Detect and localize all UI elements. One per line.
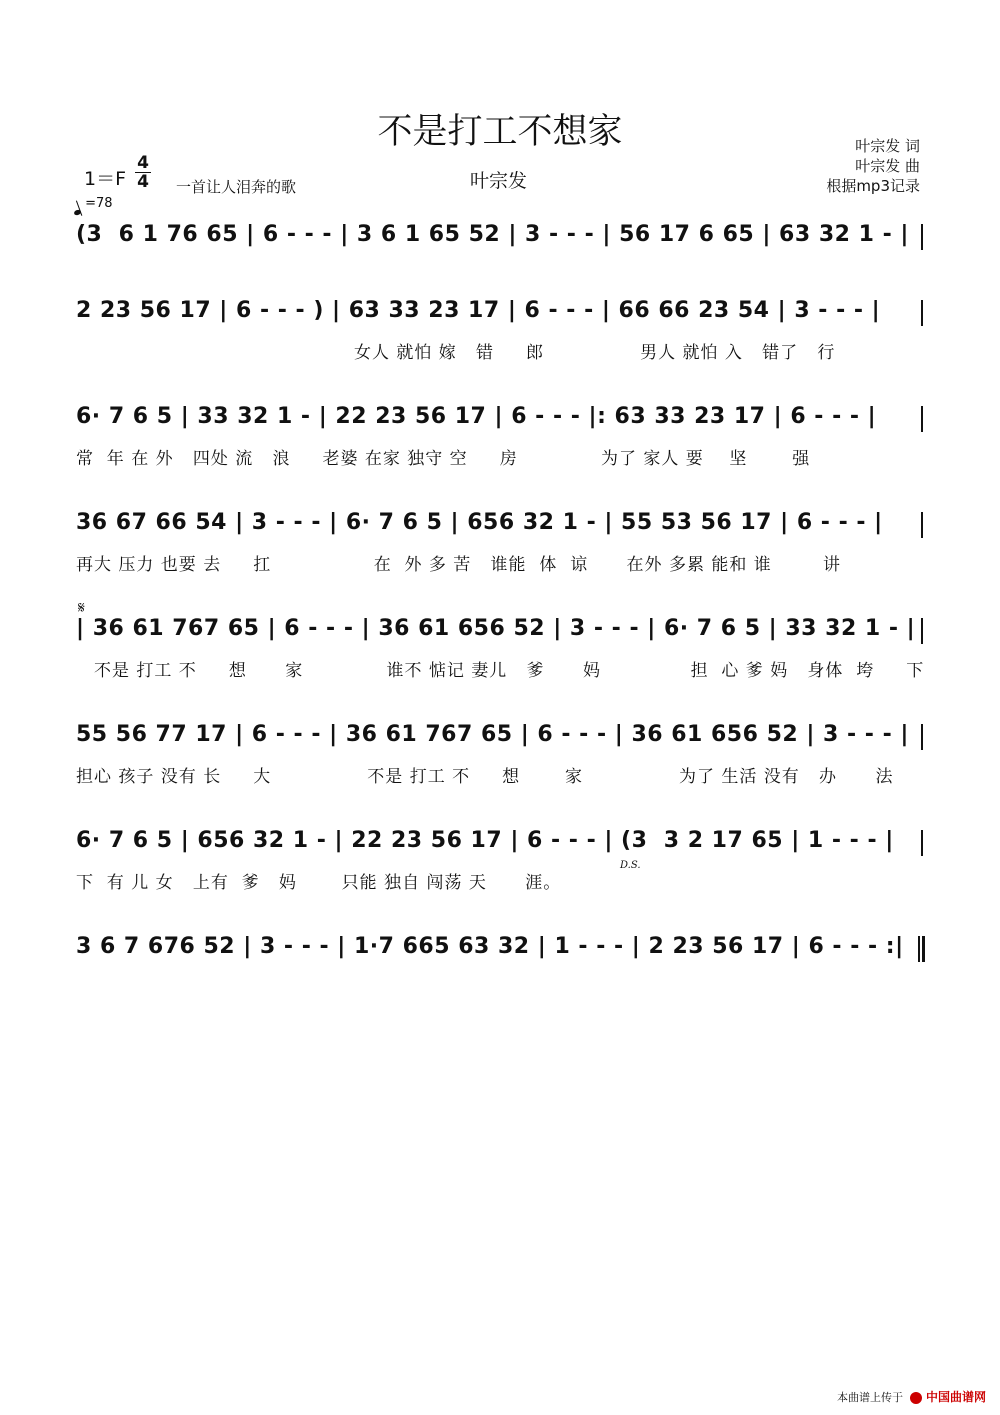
score-title: 不是打工不想家	[377, 112, 623, 152]
site-logo-icon	[910, 1392, 922, 1404]
score-row	[0, 404, 1000, 474]
score-row	[0, 934, 1000, 1004]
credit-source: 根据mp3记录	[826, 177, 920, 195]
lyrics-line: 下 有 儿 女 上有 爹 妈 只能 独自 闯荡 天 涯。	[76, 873, 562, 893]
notation-line: 6· 7 6 5 | 656 32 1 - | 22 23 56 17 | 6 - - - | (3 3 2 17 65 | 1 - - - |	[76, 828, 894, 853]
final-barline	[922, 936, 925, 962]
lyrics-line: 常 年 在 外 四处 流 浪 老婆 在家 独守 空 房 为了 家人 要 坚 强	[76, 449, 811, 469]
score-row	[0, 510, 1000, 580]
barline	[921, 724, 923, 750]
tempo-value: =78	[85, 196, 113, 211]
barline	[921, 618, 923, 644]
notation-line: 55 56 77 17 | 6 - - - | 36 61 767 65 | 6 - - - | 36 61 656 52 | 3 - - - |	[76, 722, 909, 747]
tempo-marking	[74, 196, 113, 211]
lyrics-line: 女人 就怕 嫁 错 郎 男人 就怕 入 错了 行	[354, 343, 836, 363]
barline	[921, 406, 923, 432]
barline	[921, 512, 923, 538]
credit-composer: 叶宗发 曲	[855, 157, 920, 175]
notation-line: 36 67 66 54 | 3 - - - | 6· 7 6 5 | 656 32 1 - | 55 53 56 17 | 6 - - - |	[76, 510, 883, 535]
score-row	[0, 722, 1000, 792]
score-row	[0, 222, 1000, 292]
ds-marking: D.S.	[620, 860, 641, 871]
time-signature	[135, 154, 151, 191]
footer-brand: 中国曲谱网	[925, 1390, 986, 1404]
credit-lyricist: 叶宗发 词	[855, 137, 920, 155]
barline	[921, 830, 923, 856]
quarter-note-icon	[73, 209, 81, 216]
notation-line: 2 23 56 17 | 6 - - - ) | 63 33 23 17 | 6 - - - | 66 66 23 54 | 3 - - - |	[76, 298, 881, 323]
notation-line: | 36 61 767 65 | 6 - - - | 36 61 656 52 | 3 - - - | 6· 7 6 5 | 33 32 1 - |	[76, 616, 916, 641]
barline	[921, 224, 923, 250]
notation-line: 3 6 7 676 52 | 3 - - - | 1·7 665 63 32 | 1 - - - | 2 23 56 17 | 6 - - - :|	[76, 934, 904, 959]
time-signature-top: 4	[137, 153, 149, 173]
segno-icon: 𝄋	[78, 598, 85, 617]
footer	[837, 1388, 986, 1405]
notation-line: (3 6 1 76 65 | 6 - - - | 3 6 1 65 52 | 3 - - - | 56 17 6 65 | 63 32 1 - |	[76, 222, 909, 247]
credits	[826, 136, 920, 196]
barline	[918, 936, 920, 962]
time-signature-bottom: 4	[137, 172, 149, 192]
lyrics-line: 担心 孩子 没有 长 大 不是 打工 不 想 家 为了 生活 没有 办 法	[76, 767, 894, 787]
lyrics-line: 不是 打工 不 想 家 谁不 惦记 妻儿 爹 妈 担 心 爹 妈 身体 垮 下	[94, 661, 925, 681]
singer-name: 叶宗发	[470, 170, 528, 192]
score-row	[0, 616, 1000, 686]
lyrics-line: 再大 压力 也要 去 扛 在 外 多 苦 谁能 体 谅 在外 多累 能和 谁 讲	[76, 555, 841, 575]
barline	[921, 300, 923, 326]
notation-line: 6· 7 6 5 | 33 32 1 - | 22 23 56 17 | 6 - - - |: 63 33 23 17 | 6 - - - |	[76, 404, 877, 429]
score-row	[0, 828, 1000, 898]
subtitle: 一首让人泪奔的歌	[176, 178, 297, 196]
footer-text: 本曲谱上传于	[836, 1391, 903, 1404]
score-row	[0, 298, 1000, 368]
key-signature: 1＝F	[84, 168, 127, 190]
